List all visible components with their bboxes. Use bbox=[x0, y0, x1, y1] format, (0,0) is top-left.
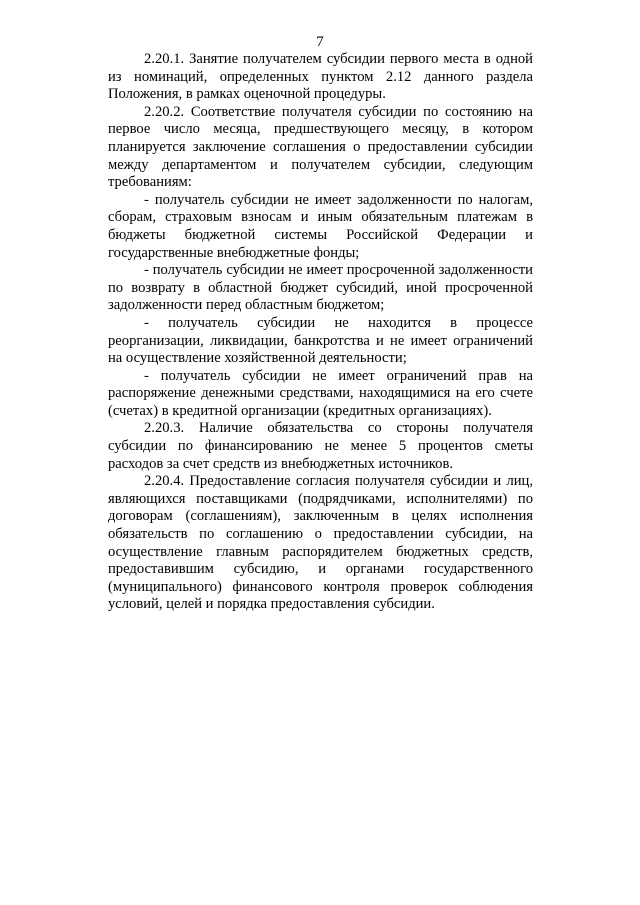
requirement-no-funds-restriction: - получатель субсидии не имеет ограничений прав на распоряжение денежными средствами, находящимися на его счете (счетах) в кредитной организации (кредитных организациях). bbox=[108, 367, 533, 419]
page-number: 7 bbox=[316, 34, 324, 50]
paragraph-2-20-3: 2.20.3. Наличие обязательства со стороны получателя субсидии по финансированию не менее 5 процентов сметы расходов за счет средств из внебюджетных источников. bbox=[108, 420, 533, 472]
paragraph-2-20-1: 2.20.1. Занятие получателем субсидии первого места в одной из номинаций, определенных пунктом 2.12 данного раздела Положения, в рамках оценочной процедуры. bbox=[108, 51, 533, 103]
requirement-no-tax-debt: - получатель субсидии не имеет задолженности по налогам, сборам, страховым взносам и иным обязательным платежам в бюджеты бюджетной системы Российской Федерации и государственные внебюджетные фонды; bbox=[108, 191, 533, 261]
paragraph-2-20-4: 2.20.4. Предоставление согласия получателя субсидии и лиц, являющихся поставщиками (подрядчиками, исполнителями) по договорам (соглашениям), заключенным в целях исполнения обязательств по соглашению о предоставлении субсидии, на осуществление главным распорядителем бюджетных средств, предоставившим субсидию, и органами государственного (муниципального) финансового контроля проверок соблюдения условий, целей и порядка предоставления субсидии. bbox=[108, 473, 533, 613]
document-body bbox=[108, 51, 533, 614]
requirement-no-reorganization: - получатель субсидии не находится в процессе реорганизации, ликвидации, банкротства и не имеет ограничений на осуществление хозяйственной деятельности; bbox=[108, 314, 533, 367]
requirement-no-overdue-debt: - получатель субсидии не имеет просроченной задолженности по возврату в областной бюджет субсидий, иной просроченной задолженности перед областным бюджетом; bbox=[108, 262, 533, 314]
paragraph-2-20-2: 2.20.2. Соответствие получателя субсидии по состоянию на первое число месяца, предшествующего месяцу, в котором планируется заключение соглашения о предоставлении субсидии между департаментом и получателем субсидии, следующим требованиям: bbox=[108, 103, 533, 191]
